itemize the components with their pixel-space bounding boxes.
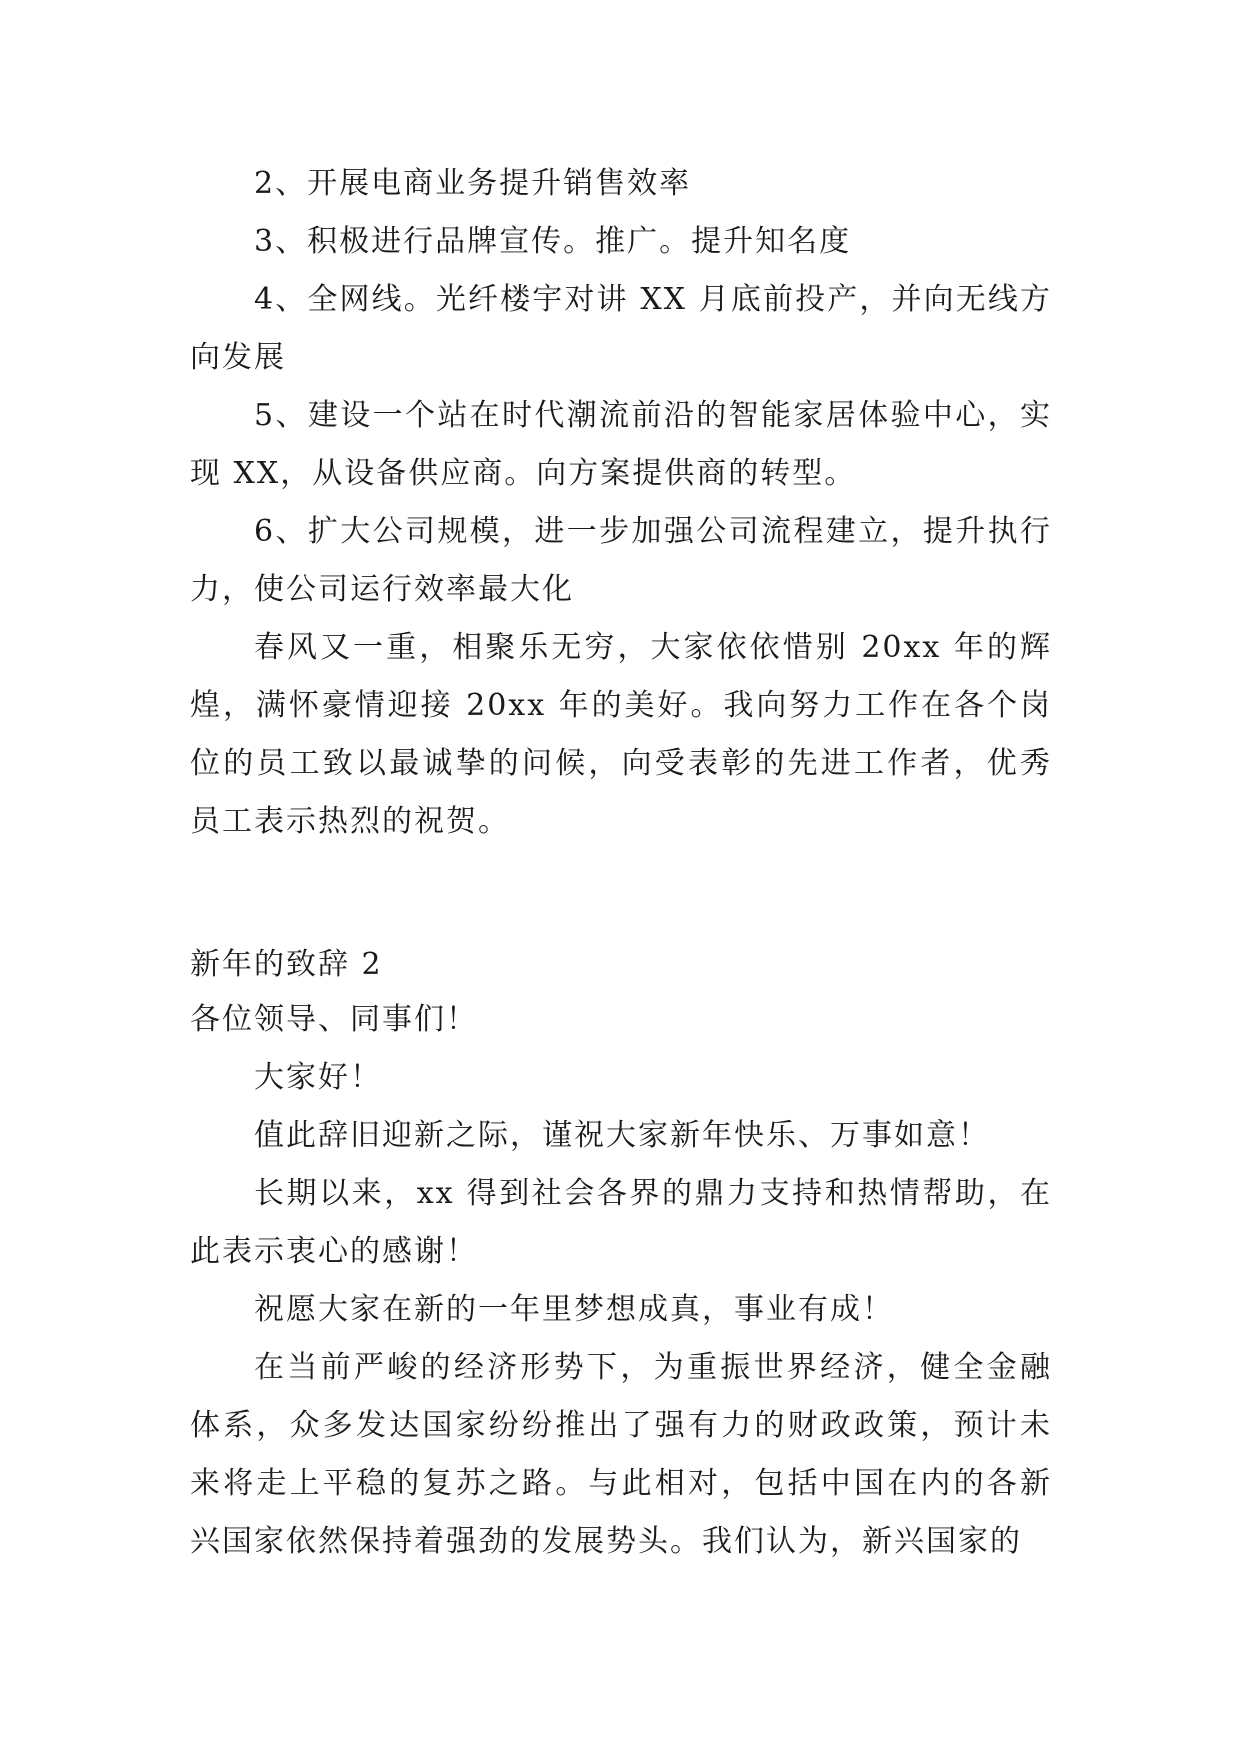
section-spacer xyxy=(190,851,1052,939)
greeting-paragraph: 大家好！ xyxy=(254,1060,382,1095)
plan-item: 4、全网线。光纤楼宇对讲 XX 月底前投产，并向无线方向发展 xyxy=(190,282,1052,375)
document-page xyxy=(190,155,1052,1571)
plan-list xyxy=(190,155,1052,619)
plan-item: 2、开展电商业务提升销售效率 xyxy=(254,166,692,201)
plan-item: 6、扩大公司规模，进一步加强公司流程建立，提升执行力，使公司运行效率最大化 xyxy=(190,514,1052,607)
plan-item: 5、建设一个站在时代潮流前沿的智能家居体验中心，实现 XX，从设备供应商。向方案提供商的转型。 xyxy=(190,398,1052,491)
salutation: 各位领导、同事们！ xyxy=(190,1002,478,1037)
thanks-paragraph: 长期以来，xx 得到社会各界的鼎力支持和热情帮助，在此表示衷心的感谢！ xyxy=(190,1176,1052,1269)
economy-paragraph: 在当前严峻的经济形势下，为重振世界经济，健全金融体系，众多发达国家纷纷推出了强有力的财政政策，预计未来将走上平稳的复苏之路。与此相对，包括中国在内的各新兴国家依然保持着强劲的发展势头。我们认为，新兴国家的 xyxy=(190,1350,1052,1559)
blessing-paragraph: 祝愿大家在新的一年里梦想成真，事业有成！ xyxy=(254,1292,894,1327)
closing-paragraph: 春风又一重，相聚乐无穷，大家依依惜别 20xx 年的辉煌，满怀豪情迎接 20xx 年的美好。我向努力工作在各个岗位的员工致以最诚挚的问候，向受表彰的先进工作者，优秀员工表示热烈的祝贺。 xyxy=(190,630,1052,839)
plan-item: 3、积极进行品牌宣传。推广。提升知名度 xyxy=(254,224,852,259)
section-title: 新年的致辞 2 xyxy=(190,947,383,982)
wish-paragraph: 值此辞旧迎新之际，谨祝大家新年快乐、万事如意！ xyxy=(254,1118,990,1153)
